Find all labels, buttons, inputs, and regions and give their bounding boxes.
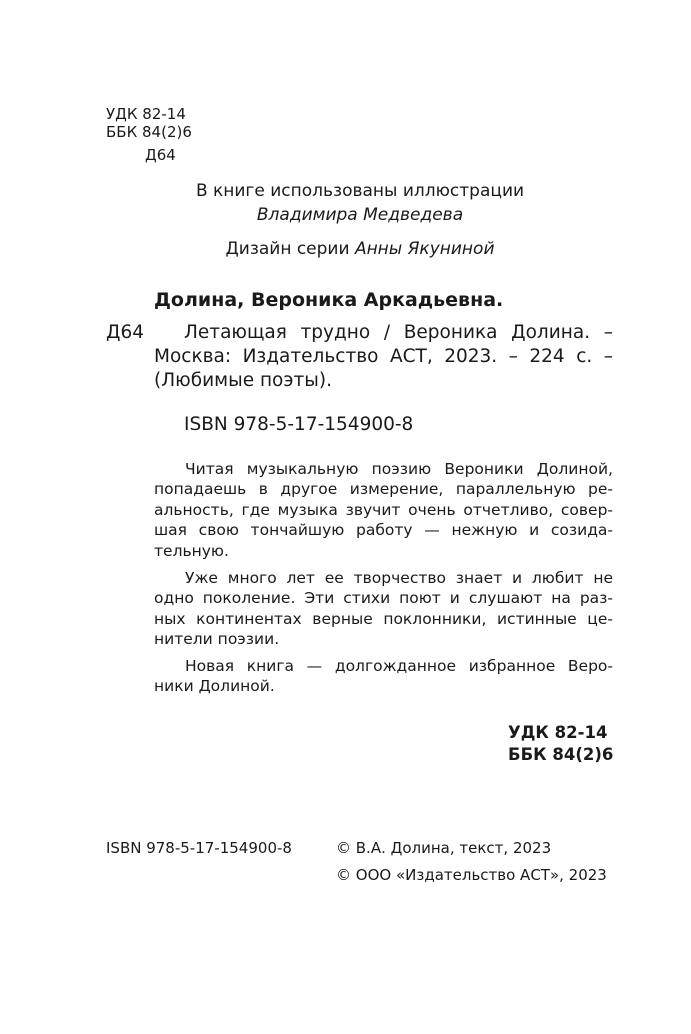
- footer-isbn: ISBN 978-5-17-154900-8: [106, 839, 292, 857]
- bbk-top: ББК 84(2)6: [106, 123, 192, 141]
- entry-isbn: ISBN 978-5-17-154900-8: [184, 414, 414, 435]
- annotation-line: шая свою тончайшую работу — нежную и созида-: [154, 521, 613, 540]
- annotation-line: ных континентах верные поклонники, истинные це-: [154, 609, 613, 628]
- bbk-bottom: ББК 84(2)6: [508, 745, 614, 764]
- annotation-line: тельную.: [154, 541, 229, 560]
- entry-author: Долина, Вероника Аркадьевна.: [154, 289, 504, 311]
- annotation-line: нители поэзии.: [154, 630, 280, 649]
- annotation-paragraph-3: [154, 656, 613, 697]
- annotation-line: одно поколение. Эти стихи поют и слушают на раз-: [154, 589, 613, 608]
- illustrator-name: Владимира Медведева: [256, 205, 464, 225]
- copyright-text: © В.А. Долина, текст, 2023: [336, 839, 552, 857]
- entry-mark: Д64: [106, 322, 144, 343]
- copyright-publisher: © ООО «Издательство АСТ», 2023: [336, 866, 607, 884]
- udc-bottom: УДК 82-14: [508, 723, 608, 742]
- annotation-line: Новая книга — долгожданное избранное Веро-: [185, 657, 613, 675]
- illustrations-credit: В книге использованы иллюстрации: [195, 181, 525, 201]
- annotation-line: попадаешь в другое измерение, параллельную ре-: [154, 480, 613, 499]
- design-prefix: Дизайн серии: [225, 239, 355, 259]
- entry-publisher-line: Москва: Издательство АСТ, 2023. – 224 с. –: [154, 346, 613, 367]
- designer-name: Анны Якуниной: [354, 239, 495, 259]
- annotation-line: Читая музыкальную поэзию Вероники Долиной,: [185, 460, 613, 478]
- design-credit: [100, 236, 620, 262]
- annotation-paragraph-2: [154, 568, 613, 650]
- entry-series-line: (Любимые поэты).: [154, 370, 333, 391]
- annotation-line: ники Долиной.: [154, 677, 275, 696]
- annotation-paragraph-1: [154, 459, 613, 561]
- annotation-line: альность, где музыка звучит очень отчетливо, совер-: [154, 500, 613, 519]
- entry-title-line: Летающая трудно / Вероника Долина. –: [184, 322, 613, 343]
- annotation-line: Уже много лет ее творчество знает и любит не: [185, 569, 613, 587]
- author-mark-top: Д64: [145, 146, 176, 164]
- udc-top: УДК 82-14: [106, 105, 186, 123]
